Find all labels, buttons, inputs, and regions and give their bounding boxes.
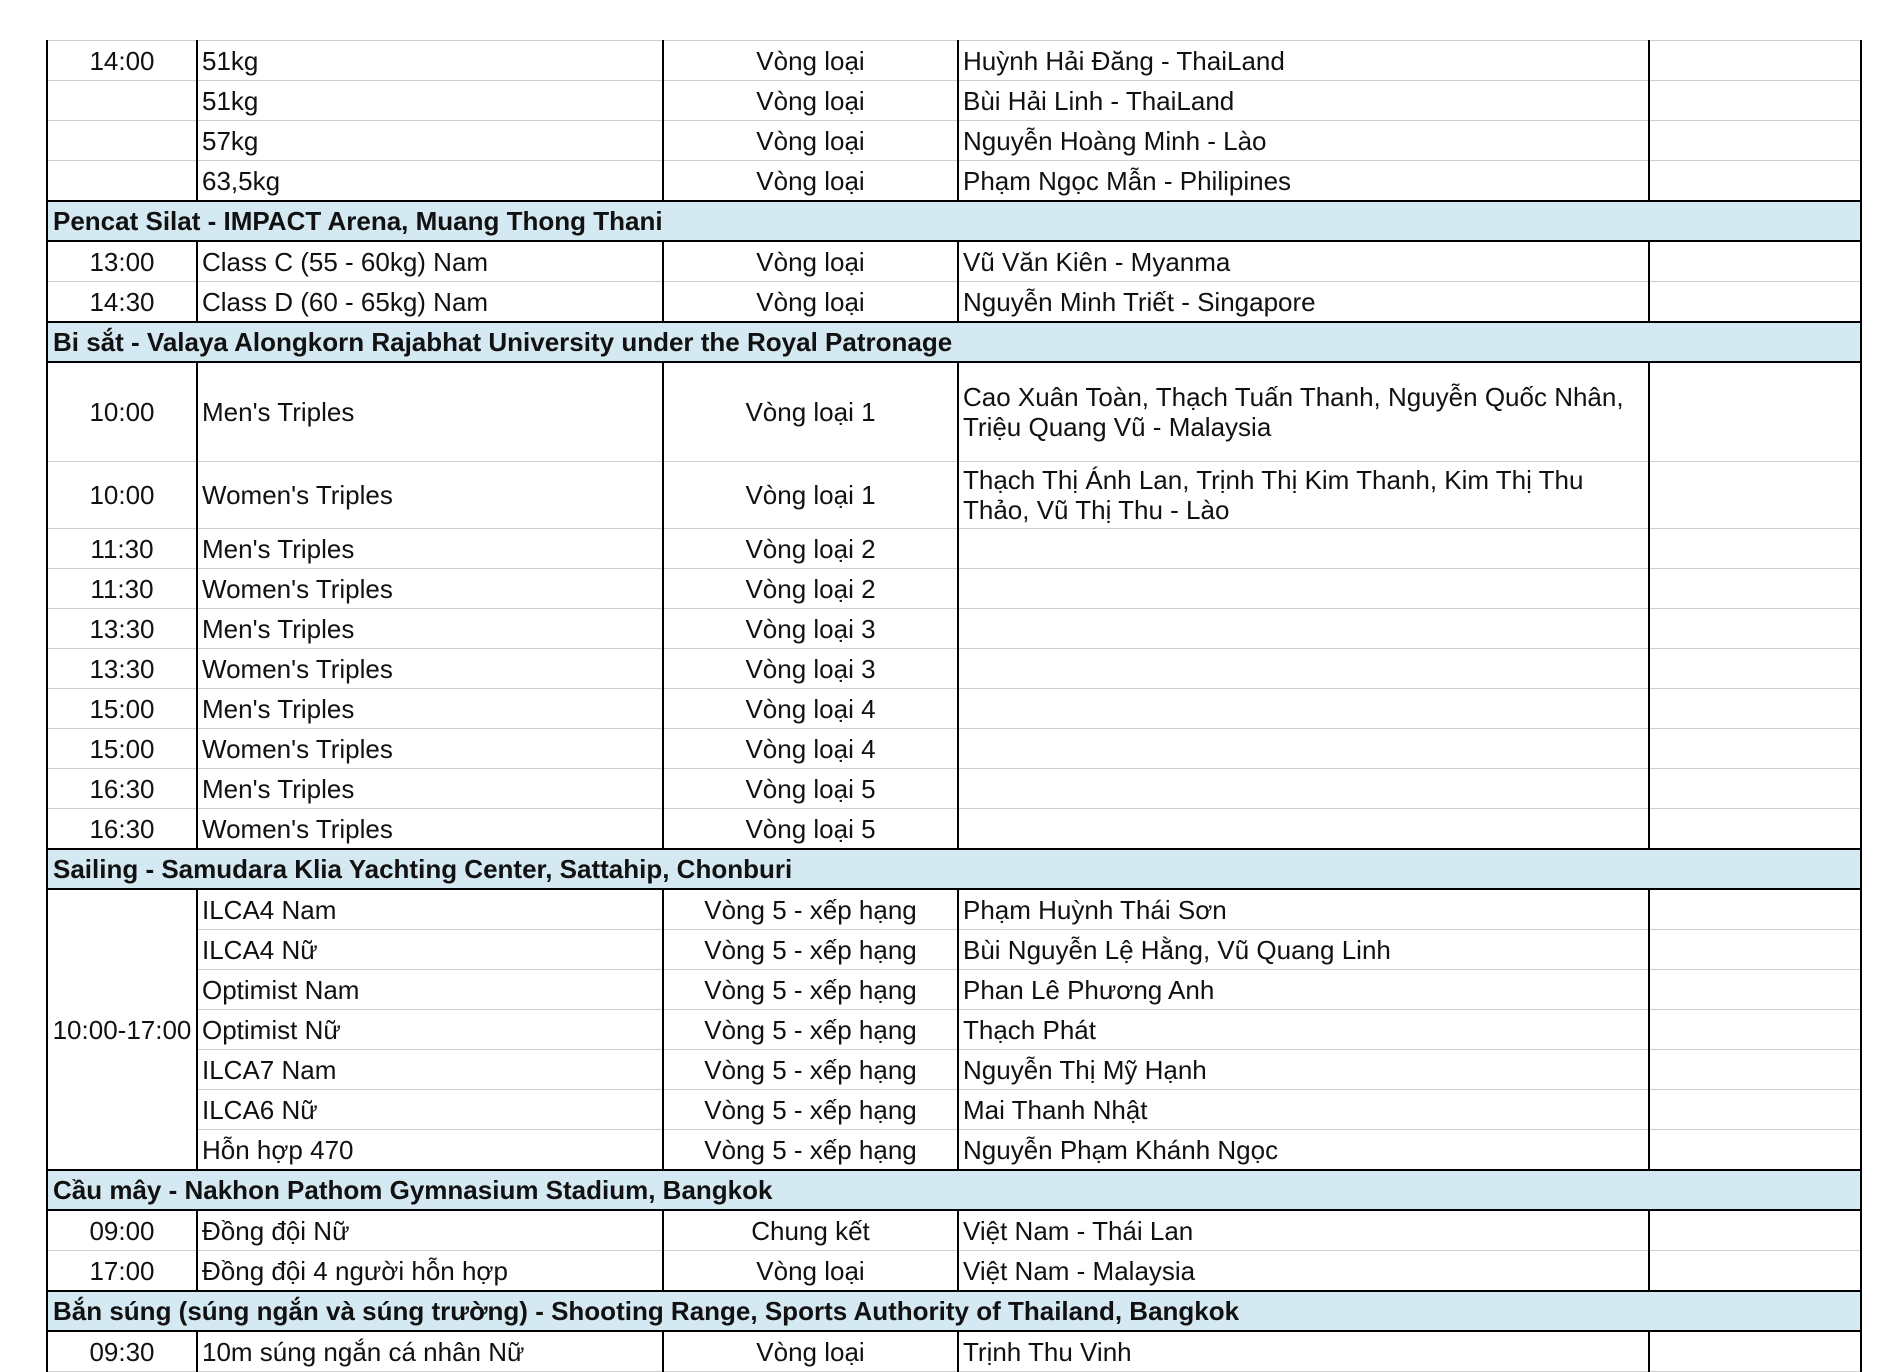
table-row (47, 462, 1861, 529)
athlete-cell[interactable]: Huỳnh Hải Đăng - ThaiLand (958, 41, 1649, 81)
result-cell[interactable] (1649, 362, 1861, 462)
round-cell[interactable]: Vòng loại (663, 1331, 958, 1372)
round-cell[interactable]: Vòng loại 5 (663, 769, 958, 809)
table-row (47, 362, 1861, 462)
event-cell[interactable]: Men's Triples (197, 362, 663, 462)
event-cell[interactable]: Hỗn hợp 470 (197, 1130, 663, 1171)
round-cell[interactable]: Vòng loại (663, 41, 958, 81)
athlete-cell[interactable]: Mai Thanh Nhật (958, 1090, 1649, 1130)
round-cell[interactable]: Vòng loại 2 (663, 569, 958, 609)
section-title[interactable]: Bắn súng (súng ngắn và súng trường) - Shooting Range, Sports Authority of Thailand, Bangkok (47, 1291, 1861, 1331)
result-cell[interactable] (1649, 462, 1861, 529)
table-row (47, 569, 1861, 609)
round-cell[interactable]: Vòng 5 - xếp hạng (663, 970, 958, 1010)
time-cell[interactable]: 11:30 (47, 529, 197, 569)
event-cell[interactable]: Women's Triples (197, 569, 663, 609)
table-row (47, 609, 1861, 649)
time-cell[interactable] (47, 121, 197, 161)
result-cell[interactable] (1649, 809, 1861, 850)
athlete-cell[interactable]: Phạm Huỳnh Thái Sơn (958, 889, 1649, 930)
event-cell[interactable]: ILCA7 Nam (197, 1050, 663, 1090)
event-cell[interactable]: Optimist Nữ (197, 1010, 663, 1050)
table-row (47, 930, 1861, 970)
time-cell[interactable] (47, 81, 197, 121)
round-cell[interactable]: Vòng loại 4 (663, 729, 958, 769)
result-cell[interactable] (1649, 1010, 1861, 1050)
table-row (47, 161, 1861, 202)
table-row (47, 809, 1861, 850)
table-row (47, 1331, 1861, 1372)
event-cell[interactable]: Đồng đội 4 người hỗn hợp (197, 1251, 663, 1292)
time-cell[interactable] (47, 161, 197, 202)
athlete-cell[interactable] (958, 609, 1649, 649)
time-cell[interactable]: 17:00 (47, 1251, 197, 1292)
table-row (47, 1130, 1861, 1171)
athlete-cell[interactable]: Phạm Ngọc Mẫn - Philipines (958, 161, 1649, 202)
time-cell[interactable]: 10:00 (47, 462, 197, 529)
event-cell[interactable]: Women's Triples (197, 809, 663, 850)
result-cell[interactable] (1649, 609, 1861, 649)
athlete-cell[interactable] (958, 769, 1649, 809)
round-cell[interactable]: Vòng loại (663, 81, 958, 121)
result-cell[interactable] (1649, 1050, 1861, 1090)
athlete-cell[interactable]: Nguyễn Thị Mỹ Hạnh (958, 1050, 1649, 1090)
table-row (47, 121, 1861, 161)
event-cell[interactable]: Optimist Nam (197, 970, 663, 1010)
round-cell[interactable]: Vòng loại 1 (663, 362, 958, 462)
event-cell[interactable]: Men's Triples (197, 529, 663, 569)
event-cell[interactable]: Women's Triples (197, 649, 663, 689)
table-row (47, 729, 1861, 769)
event-cell[interactable]: Class C (55 - 60kg) Nam (197, 241, 663, 282)
table-row (47, 241, 1861, 282)
event-cell[interactable]: 57kg (197, 121, 663, 161)
time-cell[interactable]: 09:30 (47, 1331, 197, 1372)
result-cell[interactable] (1649, 1251, 1861, 1292)
round-cell[interactable]: Vòng 5 - xếp hạng (663, 930, 958, 970)
athlete-cell[interactable] (958, 529, 1649, 569)
athlete-cell[interactable]: Việt Nam - Thái Lan (958, 1210, 1649, 1251)
event-cell[interactable]: Men's Triples (197, 769, 663, 809)
round-cell[interactable]: Vòng 5 - xếp hạng (663, 1090, 958, 1130)
time-cell[interactable]: 14:00 (47, 41, 197, 81)
schedule-table (46, 40, 1862, 1372)
round-cell[interactable]: Vòng 5 - xếp hạng (663, 1130, 958, 1171)
table-row (47, 1090, 1861, 1130)
athlete-cell[interactable] (958, 569, 1649, 609)
event-cell[interactable]: Đồng đội Nữ (197, 1210, 663, 1251)
table-row (47, 1050, 1861, 1090)
time-cell[interactable]: 10:00-17:00 (47, 889, 197, 1170)
table-row (47, 1010, 1861, 1050)
table-row (47, 81, 1861, 121)
table-row (47, 889, 1861, 930)
athlete-cell[interactable]: Nguyễn Hoàng Minh - Lào (958, 121, 1649, 161)
event-cell[interactable]: 51kg (197, 81, 663, 121)
round-cell[interactable]: Vòng 5 - xếp hạng (663, 1010, 958, 1050)
athlete-cell[interactable] (958, 729, 1649, 769)
result-cell[interactable] (1649, 121, 1861, 161)
section-title[interactable]: Cầu mây - Nakhon Pathom Gymnasium Stadium, Bangkok (47, 1170, 1861, 1210)
result-cell[interactable] (1649, 649, 1861, 689)
time-cell[interactable]: 11:30 (47, 569, 197, 609)
athlete-cell[interactable]: Nguyễn Minh Triết - Singapore (958, 282, 1649, 323)
result-cell[interactable] (1649, 930, 1861, 970)
result-cell[interactable] (1649, 81, 1861, 121)
result-cell[interactable] (1649, 1331, 1861, 1372)
result-cell[interactable] (1649, 569, 1861, 609)
athlete-cell[interactable]: Nguyễn Phạm Khánh Ngọc (958, 1130, 1649, 1171)
time-cell[interactable]: 15:00 (47, 729, 197, 769)
section-title[interactable]: Pencat Silat - IMPACT Arena, Muang Thong Thani (47, 201, 1861, 241)
round-cell[interactable]: Chung kết (663, 1210, 958, 1251)
event-cell[interactable]: Men's Triples (197, 609, 663, 649)
round-cell[interactable]: Vòng 5 - xếp hạng (663, 1050, 958, 1090)
time-cell[interactable]: 13:00 (47, 241, 197, 282)
table-row (47, 1210, 1861, 1251)
round-cell[interactable]: Vòng loại (663, 161, 958, 202)
athlete-cell[interactable] (958, 689, 1649, 729)
event-cell[interactable]: 10m súng ngắn cá nhân Nữ (197, 1331, 663, 1372)
event-cell[interactable]: 63,5kg (197, 161, 663, 202)
time-cell[interactable]: 14:30 (47, 282, 197, 323)
result-cell[interactable] (1649, 41, 1861, 81)
result-cell[interactable] (1649, 689, 1861, 729)
time-cell[interactable]: 16:30 (47, 809, 197, 850)
round-cell[interactable]: Vòng loại (663, 121, 958, 161)
round-cell[interactable]: Vòng loại (663, 1251, 958, 1292)
round-cell[interactable]: Vòng 5 - xếp hạng (663, 889, 958, 930)
result-cell[interactable] (1649, 241, 1861, 282)
section-header-row (47, 849, 1861, 889)
section-header-row (47, 201, 1861, 241)
result-cell[interactable] (1649, 729, 1861, 769)
event-cell[interactable]: ILCA6 Nữ (197, 1090, 663, 1130)
time-cell[interactable]: 15:00 (47, 689, 197, 729)
athlete-cell[interactable]: Cao Xuân Toàn, Thạch Tuấn Thanh, Nguyễn Quốc Nhân, Triệu Quang Vũ - Malaysia (958, 362, 1649, 462)
athlete-cell[interactable]: Bùi Hải Linh - ThaiLand (958, 81, 1649, 121)
schedule-body (47, 41, 1861, 1372)
section-header-row (47, 1170, 1861, 1210)
result-cell[interactable] (1649, 889, 1861, 930)
time-cell[interactable]: 16:30 (47, 769, 197, 809)
event-cell[interactable]: Class D (60 - 65kg) Nam (197, 282, 663, 323)
round-cell[interactable]: Vòng loại 4 (663, 689, 958, 729)
table-row (47, 689, 1861, 729)
result-cell[interactable] (1649, 282, 1861, 323)
round-cell[interactable]: Vòng loại 1 (663, 462, 958, 529)
table-row (47, 970, 1861, 1010)
athlete-cell[interactable]: Bùi Nguyễn Lệ Hằng, Vũ Quang Linh (958, 930, 1649, 970)
result-cell[interactable] (1649, 529, 1861, 569)
time-cell[interactable]: 13:30 (47, 609, 197, 649)
athlete-cell[interactable]: Việt Nam - Malaysia (958, 1251, 1649, 1292)
table-row (47, 282, 1861, 323)
athlete-cell[interactable]: Thạch Thị Ánh Lan, Trịnh Thị Kim Thanh, Kim Thị Thu Thảo, Vũ Thị Thu - Lào (958, 462, 1649, 529)
athlete-cell[interactable]: Trịnh Thu Vinh (958, 1331, 1649, 1372)
round-cell[interactable]: Vòng loại (663, 282, 958, 323)
section-title[interactable]: Sailing - Samudara Klia Yachting Center, Sattahip, Chonburi (47, 849, 1861, 889)
time-cell[interactable]: 10:00 (47, 362, 197, 462)
round-cell[interactable]: Vòng loại 2 (663, 529, 958, 569)
result-cell[interactable] (1649, 1210, 1861, 1251)
athlete-cell[interactable]: Phan Lê Phương Anh (958, 970, 1649, 1010)
round-cell[interactable]: Vòng loại 5 (663, 809, 958, 850)
event-cell[interactable]: 51kg (197, 41, 663, 81)
schedule-sheet (46, 40, 1862, 1372)
section-title[interactable]: Bi sắt - Valaya Alongkorn Rajabhat University under the Royal Patronage (47, 322, 1861, 362)
athlete-cell[interactable]: Vũ Văn Kiên - Myanma (958, 241, 1649, 282)
table-row (47, 41, 1861, 81)
event-cell[interactable]: ILCA4 Nữ (197, 930, 663, 970)
result-cell[interactable] (1649, 1130, 1861, 1171)
time-cell[interactable]: 09:00 (47, 1210, 197, 1251)
athlete-cell[interactable] (958, 809, 1649, 850)
round-cell[interactable]: Vòng loại 3 (663, 609, 958, 649)
table-row (47, 769, 1861, 809)
section-header-row (47, 1291, 1861, 1331)
event-cell[interactable]: ILCA4 Nam (197, 889, 663, 930)
time-cell[interactable]: 13:30 (47, 649, 197, 689)
table-row (47, 649, 1861, 689)
result-cell[interactable] (1649, 769, 1861, 809)
result-cell[interactable] (1649, 1090, 1861, 1130)
round-cell[interactable]: Vòng loại (663, 241, 958, 282)
event-cell[interactable]: Women's Triples (197, 462, 663, 529)
table-row (47, 529, 1861, 569)
table-row (47, 1251, 1861, 1292)
round-cell[interactable]: Vòng loại 3 (663, 649, 958, 689)
athlete-cell[interactable] (958, 649, 1649, 689)
section-header-row (47, 322, 1861, 362)
event-cell[interactable]: Women's Triples (197, 729, 663, 769)
result-cell[interactable] (1649, 161, 1861, 202)
event-cell[interactable]: Men's Triples (197, 689, 663, 729)
athlete-cell[interactable]: Thạch Phát (958, 1010, 1649, 1050)
result-cell[interactable] (1649, 970, 1861, 1010)
